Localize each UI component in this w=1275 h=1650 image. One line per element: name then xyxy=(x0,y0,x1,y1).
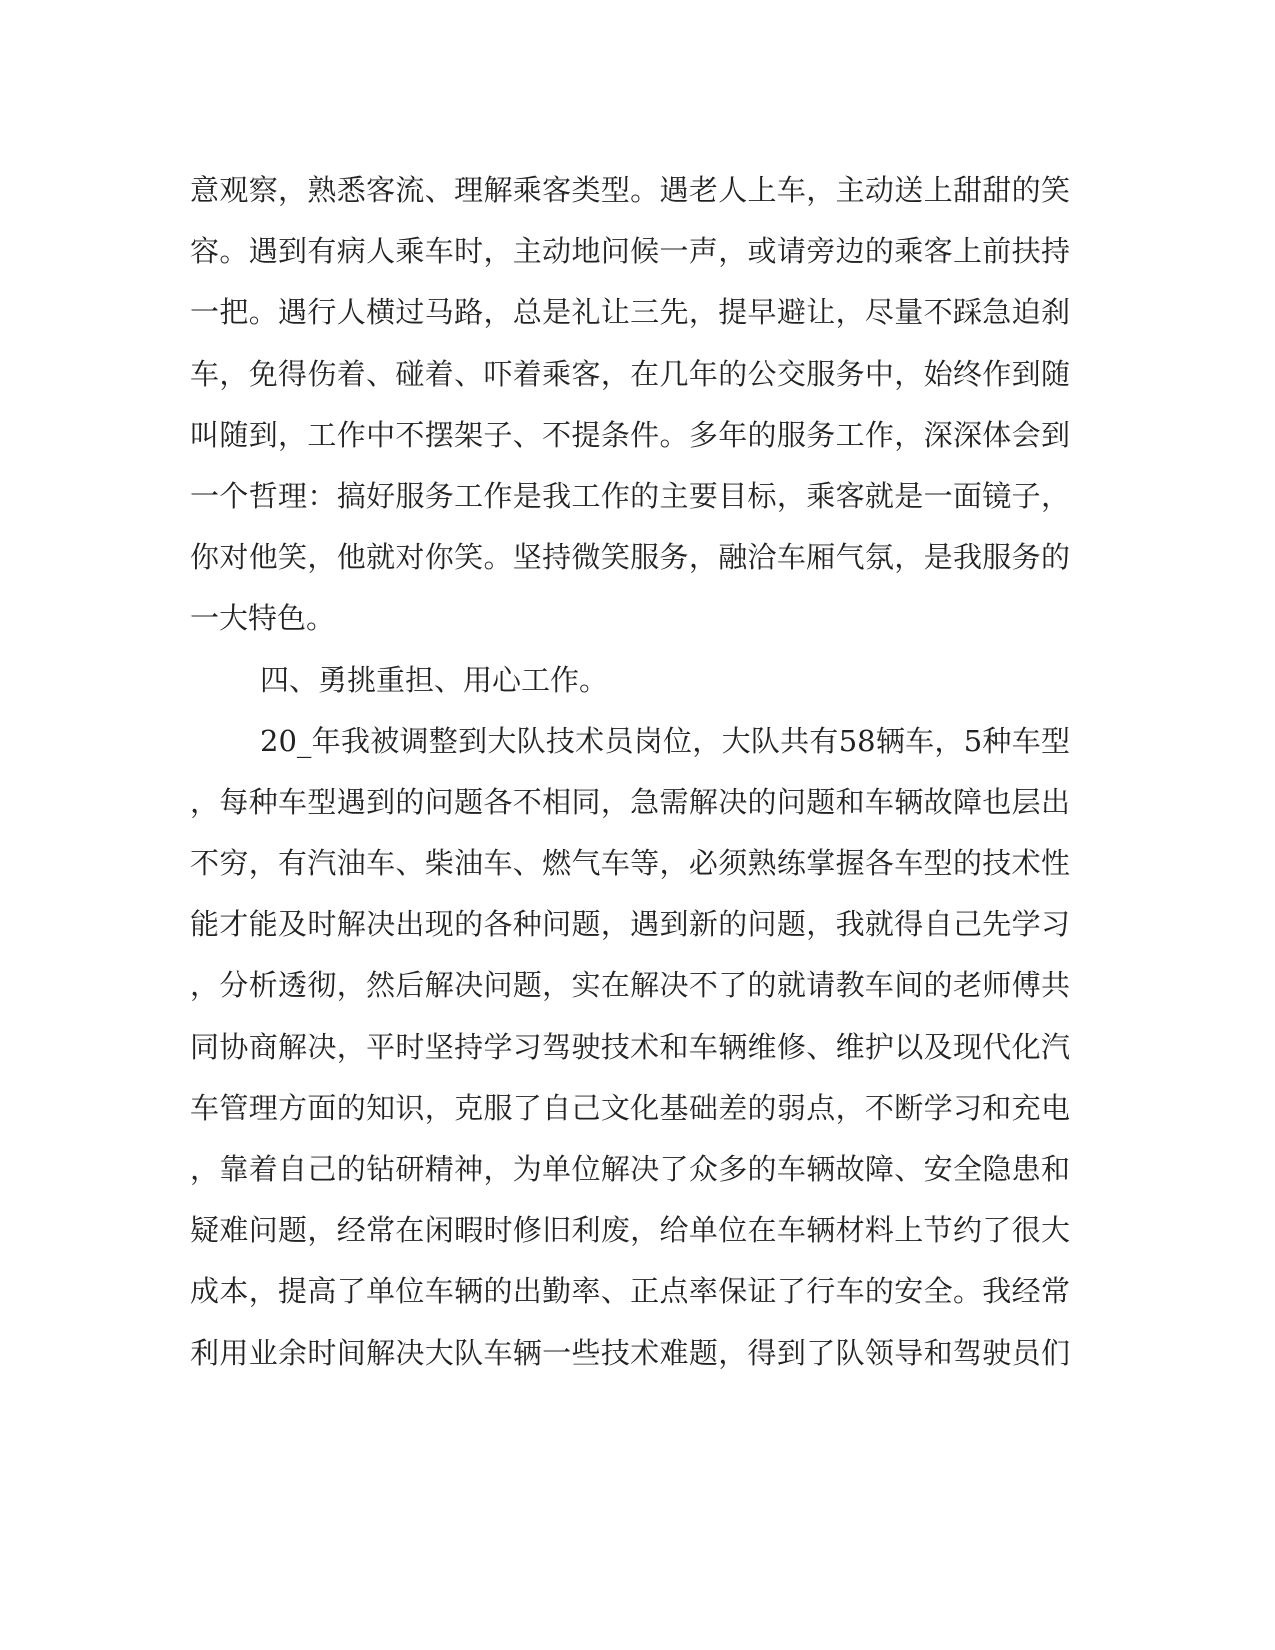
text-line: 一大特色。 xyxy=(190,601,336,636)
text-line: 20_年我被调整到大队技术员岗位，大队共有58辆车，5种车型 xyxy=(260,723,1070,758)
text-line: 容。遇到有病人乘车时，主动地问候一声，或请旁边的乘客上前扶持 xyxy=(190,234,1070,269)
text-line: 不穷，有汽油车、柴油车、燃气车等，必须熟练掌握各车型的技术性 xyxy=(190,846,1070,881)
text-line: 能才能及时解决出现的各种问题，遇到新的问题，我就得自己先学习 xyxy=(190,907,1070,942)
section-heading: 四、勇挑重担、用心工作。 xyxy=(260,662,609,697)
text-line: 同协商解决，平时坚持学习驾驶技术和车辆维修、维护以及现代化汽 xyxy=(190,1029,1070,1064)
text-line: 一把。遇行人横过马路，总是礼让三先，提早避让，尽量不踩急迫刹 xyxy=(190,295,1070,330)
text-line: 利用业余时间解决大队车辆一些技术难题，得到了队领导和驾驶员们 xyxy=(190,1335,1070,1370)
text-line: ，每种车型遇到的问题各不相同，急需解决的问题和车辆故障也层出 xyxy=(190,784,1070,819)
text-line: 一个哲理：搞好服务工作是我工作的主要目标，乘客就是一面镜子， xyxy=(190,478,1070,513)
text-line: 你对他笑，他就对你笑。坚持微笑服务，融洽车厢气氛，是我服务的 xyxy=(190,540,1070,575)
text-line: 成本，提高了单位车辆的出勤率、正点率保证了行车的安全。我经常 xyxy=(190,1274,1070,1309)
text-line: 疑难问题，经常在闲暇时修旧利废，给单位在车辆材料上节约了很大 xyxy=(190,1213,1070,1248)
text-line: 车管理方面的知识，克服了自己文化基础差的弱点，不断学习和充电 xyxy=(190,1090,1070,1125)
text-line: ，分析透彻，然后解决问题，实在解决不了的就请教车间的老师傅共 xyxy=(190,968,1070,1003)
text-line: 叫随到，工作中不摆架子、不提条件。多年的服务工作，深深体会到 xyxy=(190,417,1070,452)
text-line: 车，免得伤着、碰着、吓着乘客，在几年的公交服务中，始终作到随 xyxy=(190,356,1070,391)
text-line: ，靠着自己的钻研精神，为单位解决了众多的车辆故障、安全隐患和 xyxy=(190,1152,1070,1186)
body-text xyxy=(190,160,1070,1384)
text-line: 意观察，熟悉客流、理解乘客类型。遇老人上车，主动送上甜甜的笑 xyxy=(190,173,1070,207)
